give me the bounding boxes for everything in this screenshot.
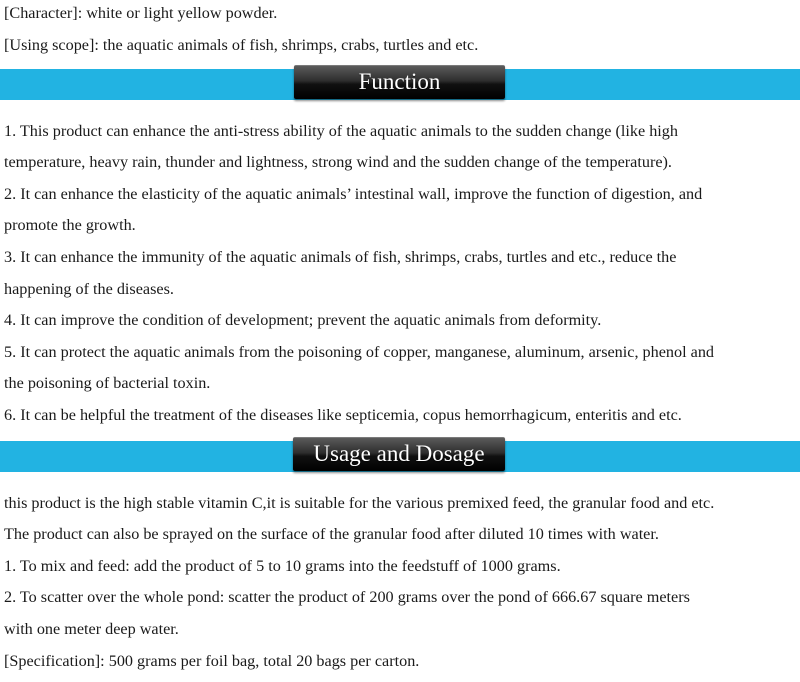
function-line-4: promote the growth.: [4, 216, 136, 234]
usage-line-3: 1. To mix and feed: add the product of 5 to 10 grams into the feedstuff of 1000 grams.: [4, 557, 561, 575]
usage-heading: Usage and Dosage: [293, 437, 505, 471]
function-line-5: 3. It can enhance the immunity of the aquatic animals of fish, shrimps, crabs, turtles and etc., reduce the: [4, 248, 677, 266]
usage-line-1: this product is the high stable vitamin C,it is suitable for the various premixed feed, the granular food and etc.: [4, 494, 715, 512]
function-line-3: 2. It can enhance the elasticity of the aquatic animals’ intestinal wall, improve the function of digestion, and: [4, 185, 703, 203]
usage-line-5: with one meter deep water.: [4, 620, 179, 638]
using-scope-line: [Using scope]: the aquatic animals of fish, shrimps, crabs, turtles and etc.: [4, 36, 479, 54]
function-line-9: the poisoning of bacterial toxin.: [4, 374, 211, 392]
function-line-1: 1. This product can enhance the anti-stress ability of the aquatic animals to the sudden change (like high: [4, 122, 678, 140]
function-line-6: happening of the diseases.: [4, 280, 174, 298]
character-line: [Character]: white or light yellow powder.: [4, 4, 278, 22]
function-line-7: 4. It can improve the condition of development; prevent the aquatic animals from deformity.: [4, 311, 602, 329]
function-line-8: 5. It can protect the aquatic animals from the poisoning of copper, manganese, aluminum, arsenic, phenol and: [4, 343, 715, 361]
function-heading: Function: [294, 65, 505, 99]
usage-line-2: The product can also be sprayed on the surface of the granular food after diluted 10 times with water.: [4, 525, 659, 543]
function-line-10: 6. It can be helpful the treatment of the diseases like septicemia, copus hemorrhagicum, enteritis and etc.: [4, 406, 682, 424]
specification-line: [Specification]: 500 grams per foil bag, total 20 bags per carton.: [4, 652, 420, 670]
function-line-2: temperature, heavy rain, thunder and lightness, strong wind and the sudden change of the temperature).: [4, 153, 672, 171]
usage-line-4: 2. To scatter over the whole pond: scatter the product of 200 grams over the pond of 666.67 square meters: [4, 588, 690, 606]
